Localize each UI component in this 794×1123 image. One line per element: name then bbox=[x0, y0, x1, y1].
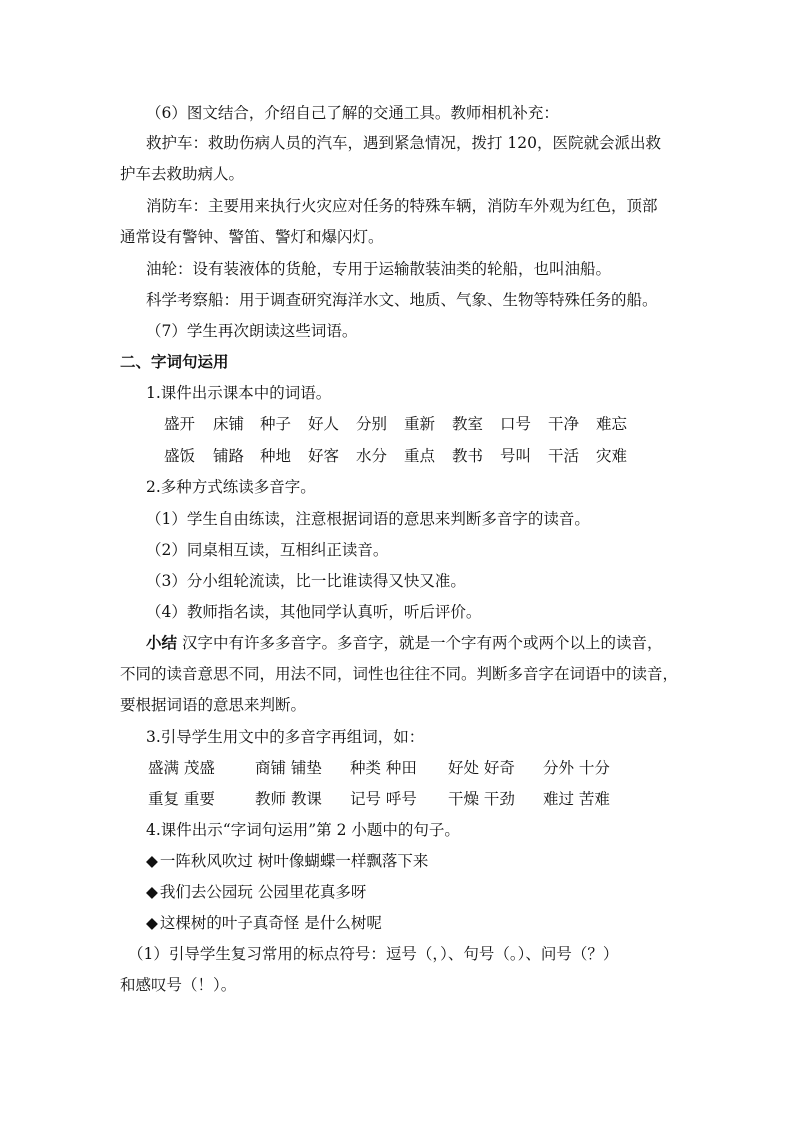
sub-1: （1）学生自由练读，注意根据词语的意思来判断多音字的读音。 bbox=[146, 510, 590, 528]
sub-3: （3）分小组轮流读，比一比谁读得又快又准。 bbox=[146, 572, 466, 590]
word: 水分 bbox=[356, 447, 388, 465]
word-pair: 好处 好奇 bbox=[448, 759, 515, 777]
word: 难忘 bbox=[596, 415, 628, 433]
ambulance-line-1: 救护车：救助伤病人员的汽车，遇到紧急情况，拨打 120，医院就会派出救 bbox=[146, 134, 662, 152]
summary-label: 小结 bbox=[146, 633, 178, 652]
word: 床铺 bbox=[213, 415, 245, 433]
word: 好客 bbox=[308, 447, 340, 465]
summary-text: 汉字中有许多多音字。多音字，就是一个字有两个或两个以上的读音， bbox=[177, 634, 663, 652]
item-7: （7）学生再次朗读这些词语。 bbox=[146, 322, 358, 340]
word: 干活 bbox=[548, 447, 580, 465]
word: 分别 bbox=[356, 415, 388, 433]
item-6: （6）图文结合，介绍自己了解的交通工具。教师相机补充： bbox=[146, 104, 559, 122]
firetruck-line-2: 通常设有警钟、警笛、警灯和爆闪灯。 bbox=[120, 228, 384, 246]
summary-line-1 bbox=[146, 633, 662, 653]
word: 教室 bbox=[452, 415, 484, 433]
question-1-line-1: （1）引导学生复习常用的标点符号：逗号（，）、句号（。）、问号（？） bbox=[128, 945, 619, 963]
sentence-3 bbox=[146, 913, 382, 933]
sub-2: （2）同桌相互读，互相纠正读音。 bbox=[146, 541, 389, 559]
word-pair: 种类 种田 bbox=[350, 759, 417, 777]
summary-line-3: 要根据词语的意思来判断。 bbox=[120, 696, 307, 714]
word: 种子 bbox=[260, 415, 292, 433]
word: 种地 bbox=[260, 447, 292, 465]
bullet-diamond-icon: ◆ bbox=[146, 914, 158, 932]
step-1: 1.课件出示课本中的词语。 bbox=[146, 384, 332, 402]
word: 盛饭 bbox=[164, 447, 196, 465]
research-ship-line: 科学考察船：用于调查研究海洋水文、地质、气象、生物等特殊任务的船。 bbox=[146, 291, 658, 309]
word: 教书 bbox=[452, 447, 484, 465]
bullet-diamond-icon: ◆ bbox=[146, 852, 158, 870]
word-pair: 记号 呼号 bbox=[350, 790, 417, 808]
word: 口号 bbox=[500, 415, 532, 433]
tanker-line: 油轮：设有装液体的货舱，专用于运输散装油类的轮船，也叫油船。 bbox=[146, 260, 612, 278]
sub-4: （4）教师指名读，其他同学认真听，听后评价。 bbox=[146, 603, 482, 621]
word: 重点 bbox=[404, 447, 436, 465]
ambulance-line-2: 护车去救助病人。 bbox=[120, 165, 245, 183]
word-pair: 重复 重要 bbox=[148, 790, 215, 808]
word: 干净 bbox=[548, 415, 580, 433]
sentence-2 bbox=[146, 882, 366, 902]
word: 重新 bbox=[404, 415, 436, 433]
sentence-text: 一阵秋风吹过 树叶像蝴蝶一样飘落下来 bbox=[159, 852, 429, 870]
word: 好人 bbox=[308, 415, 340, 433]
bullet-diamond-icon: ◆ bbox=[146, 883, 158, 901]
word: 灾难 bbox=[596, 447, 628, 465]
step-3: 3.引导学生用文中的多音字再组词，如： bbox=[146, 728, 425, 746]
word-pair: 干燥 干劲 bbox=[448, 790, 515, 808]
summary-line-2: 不同的读音意思不同，用法不同，词性也往往不同。判断多音字在词语中的读音， bbox=[120, 665, 679, 683]
sentence-1 bbox=[146, 851, 428, 871]
step-2: 2.多种方式练读多音字。 bbox=[146, 478, 316, 496]
word: 盛开 bbox=[164, 415, 196, 433]
sentence-text: 我们去公园玩 公园里花真多呀 bbox=[159, 883, 367, 901]
question-1-line-2: 和感叹号（！）。 bbox=[120, 976, 237, 994]
sentence-text: 这棵树的叶子真奇怪 是什么树呢 bbox=[159, 914, 382, 932]
word: 号叫 bbox=[500, 447, 532, 465]
word-pair: 难过 苦难 bbox=[543, 790, 610, 808]
word-pair: 教师 教课 bbox=[255, 790, 322, 808]
section-heading: 二、字词句运用 bbox=[120, 352, 229, 371]
word: 铺路 bbox=[213, 447, 245, 465]
word-pair: 商铺 铺垫 bbox=[255, 759, 322, 777]
word-pair: 盛满 茂盛 bbox=[148, 759, 215, 777]
word-pair: 分外 十分 bbox=[543, 759, 610, 777]
firetruck-line-1: 消防车：主要用来执行火灾应对任务的特殊车辆，消防车外观为红色，顶部 bbox=[146, 197, 658, 215]
step-4: 4.课件出示“字词句运用”第 2 小题中的句子。 bbox=[146, 821, 460, 839]
